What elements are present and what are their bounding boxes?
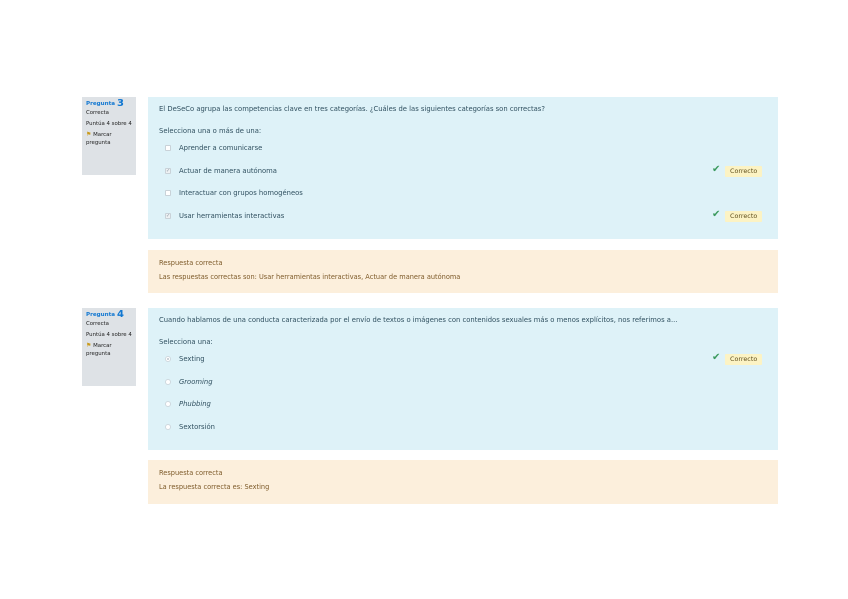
flag-question-link[interactable] [86,342,132,358]
question-label: Pregunta [86,101,116,107]
flag-label: Marcar pregunta [86,343,112,357]
question-status: Correcta [86,321,109,328]
feedback-title: Respuesta correcta [159,469,223,477]
radio-checked[interactable] [165,356,171,362]
feedback-body: La respuesta correcta es: Sexting [159,483,270,491]
radio[interactable] [165,401,171,407]
answer-option[interactable] [159,205,767,228]
answer-label: Aprender a comunicarse [179,144,263,152]
question-info-3 [82,97,136,175]
question-score: Puntúa 4 sobre 4 [86,331,132,338]
question-number-value: 4 [117,309,124,320]
feedback-title: Respuesta correcta [159,259,223,267]
checkbox[interactable] [165,145,171,151]
answer-prompt: Selecciona una o más de una: [159,127,262,135]
correct-badge: Correcto [725,211,762,222]
answer-option[interactable] [159,137,767,160]
correct-badge: Correcto [725,354,762,365]
checkbox-checked[interactable]: ✓ [166,212,171,219]
answer-label: Interactuar con grupos homogéneos [179,189,303,198]
answer-label: Actuar de manera autónoma [179,166,277,175]
check-icon: ✔ [712,352,721,363]
answer-prompt: Selecciona una: [159,338,213,346]
check-icon: ✔ [712,163,721,175]
question-score: Puntúa 4 sobre 4 [86,120,132,127]
question-number-value: 3 [117,98,124,109]
answer-option[interactable] [159,348,767,371]
check-icon: ✔ [712,208,721,220]
question-text: Cuando hablamos de una conducta caracterizada por el envío de textos o imágenes con contenidos sexuales más o menos explícitos, nos referimos a... [159,316,678,324]
flag-label: Marcar pregunta [86,132,112,146]
feedback-4 [148,460,778,504]
answer-option[interactable] [159,393,767,416]
answer-label: Phubbing [179,400,211,409]
answer-label: Usar herramientas interactivas [179,211,285,220]
question-number [86,311,132,319]
answer-option[interactable] [159,160,767,183]
question-content-4 [148,308,778,450]
radio[interactable] [165,379,171,385]
question-info-4 [82,308,136,386]
question-status: Correcta [86,110,109,117]
question-text: El DeSeCo agrupa las competencias clave en tres categorías. ¿Cuáles de las siguientes categorías son correctas? [159,105,545,113]
flag-question-link[interactable] [86,131,132,147]
answer-label: Grooming [179,377,213,386]
correct-badge: Correcto [725,166,762,177]
feedback-body: Las respuestas correctas son: Usar herramientas interactivas, Actuar de manera autónoma [159,273,461,281]
answer-option[interactable] [159,371,767,394]
checkbox[interactable] [165,190,171,196]
answer-label: Sextorsión [179,422,215,431]
radio[interactable] [165,424,171,430]
answer-option[interactable] [159,416,767,439]
answer-option[interactable] [159,182,767,205]
feedback-3 [148,250,778,293]
question-number [86,100,132,108]
flag-icon: ⚑ [86,131,92,139]
flag-icon: ⚑ [86,342,92,350]
question-content-3 [148,97,778,239]
question-label: Pregunta [86,312,116,318]
answer-label: Sexting [179,355,205,363]
checkbox-checked[interactable]: ✓ [166,167,171,174]
